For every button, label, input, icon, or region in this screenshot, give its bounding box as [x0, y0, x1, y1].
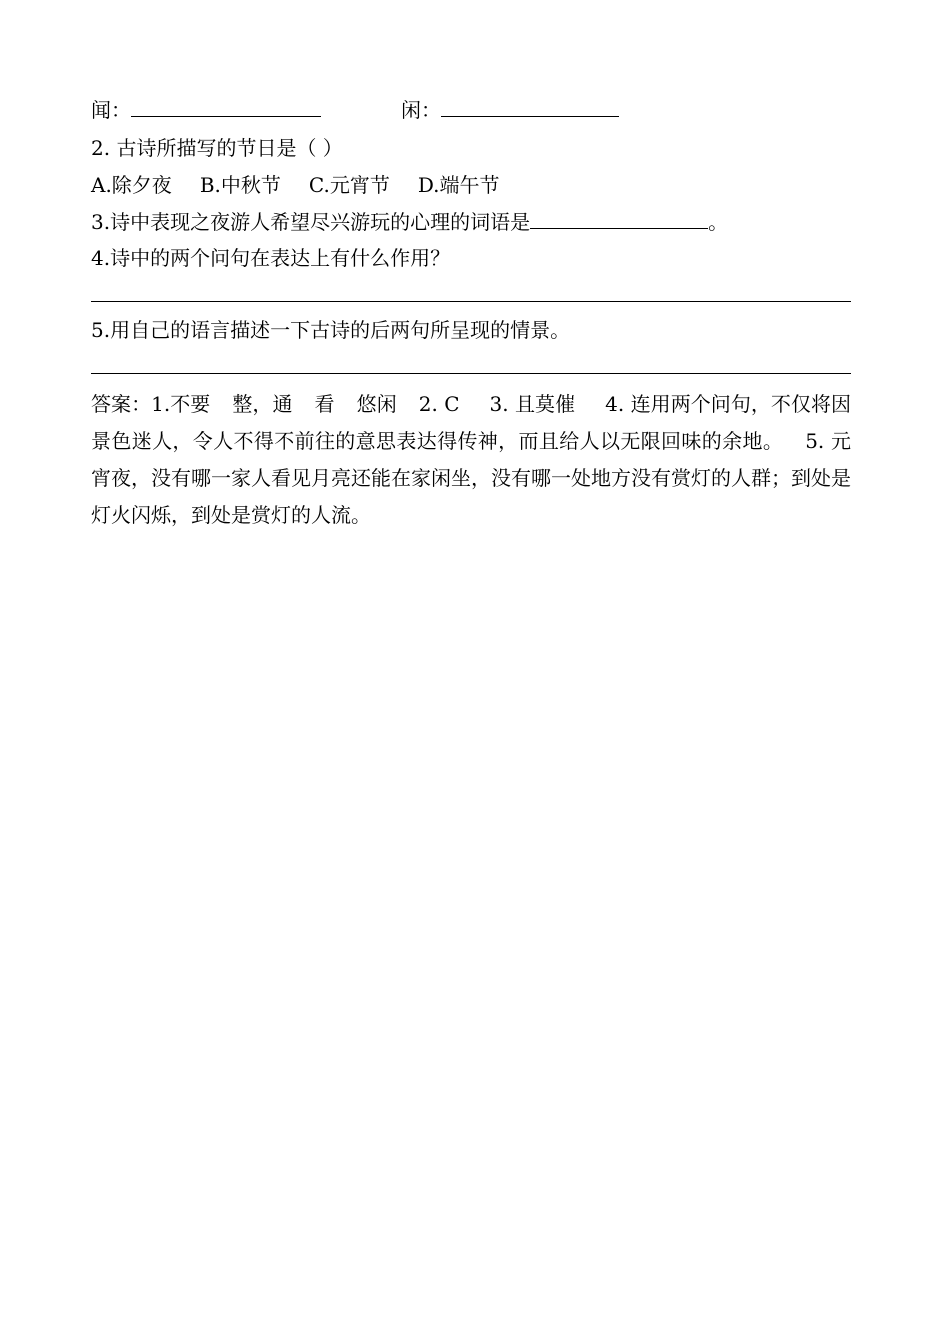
q5-question: 5.用自己的语言描述一下古诗的后两句所呈现的情景。	[91, 318, 571, 342]
answer-block	[91, 386, 851, 534]
q4-answer-line[interactable]	[91, 301, 851, 302]
answer-3: 3. 且莫催	[489, 392, 576, 416]
option-a: A.除夕夜	[91, 173, 172, 197]
q3-suffix: 。	[708, 210, 729, 234]
option-b: B.中秋节	[199, 173, 281, 197]
answer-1-part: 不要	[170, 392, 211, 416]
q3-prefix: 3.诗中表现之夜游人希望尽兴游玩的心理的词语是	[91, 210, 531, 234]
wen-answer-blank[interactable]	[131, 96, 321, 117]
answer-1-part: 看	[314, 392, 335, 416]
q4-question: 4.诗中的两个问句在表达上有什么作用？	[91, 246, 451, 270]
option-d: D.端午节	[417, 173, 500, 197]
q3-question	[91, 208, 728, 236]
answer-1-num: 1.	[151, 392, 171, 416]
answer-label: 答案：	[91, 392, 152, 416]
q2-options	[91, 171, 500, 199]
option-c: C.元宵节	[308, 173, 390, 197]
answer-4: 4. 连用两个问句，不仅将因景色迷人，令人不得不前往的意思表达得传神，而且给人以无限回味的余地。	[91, 392, 852, 453]
xian-answer-blank[interactable]	[441, 96, 619, 117]
q1-line	[91, 96, 619, 124]
answer-1-part: 整，通	[232, 392, 293, 416]
xian-label: 闲：	[401, 98, 441, 122]
answer-5: 5. 元宵夜，没有哪一家人看见月亮还能在家闲坐，没有哪一处地方没有赏灯的人群；到处是灯火闪烁，到处是赏灯的人流。	[91, 429, 852, 527]
answer-1-part: 悠闲	[356, 392, 397, 416]
wen-label: 闻：	[91, 98, 131, 122]
q3-answer-blank[interactable]	[530, 208, 708, 229]
answer-2: 2. C	[418, 392, 460, 416]
q2-question: 2. 古诗所描写的节日是（ ）	[91, 136, 343, 160]
q5-answer-line[interactable]	[91, 373, 851, 374]
